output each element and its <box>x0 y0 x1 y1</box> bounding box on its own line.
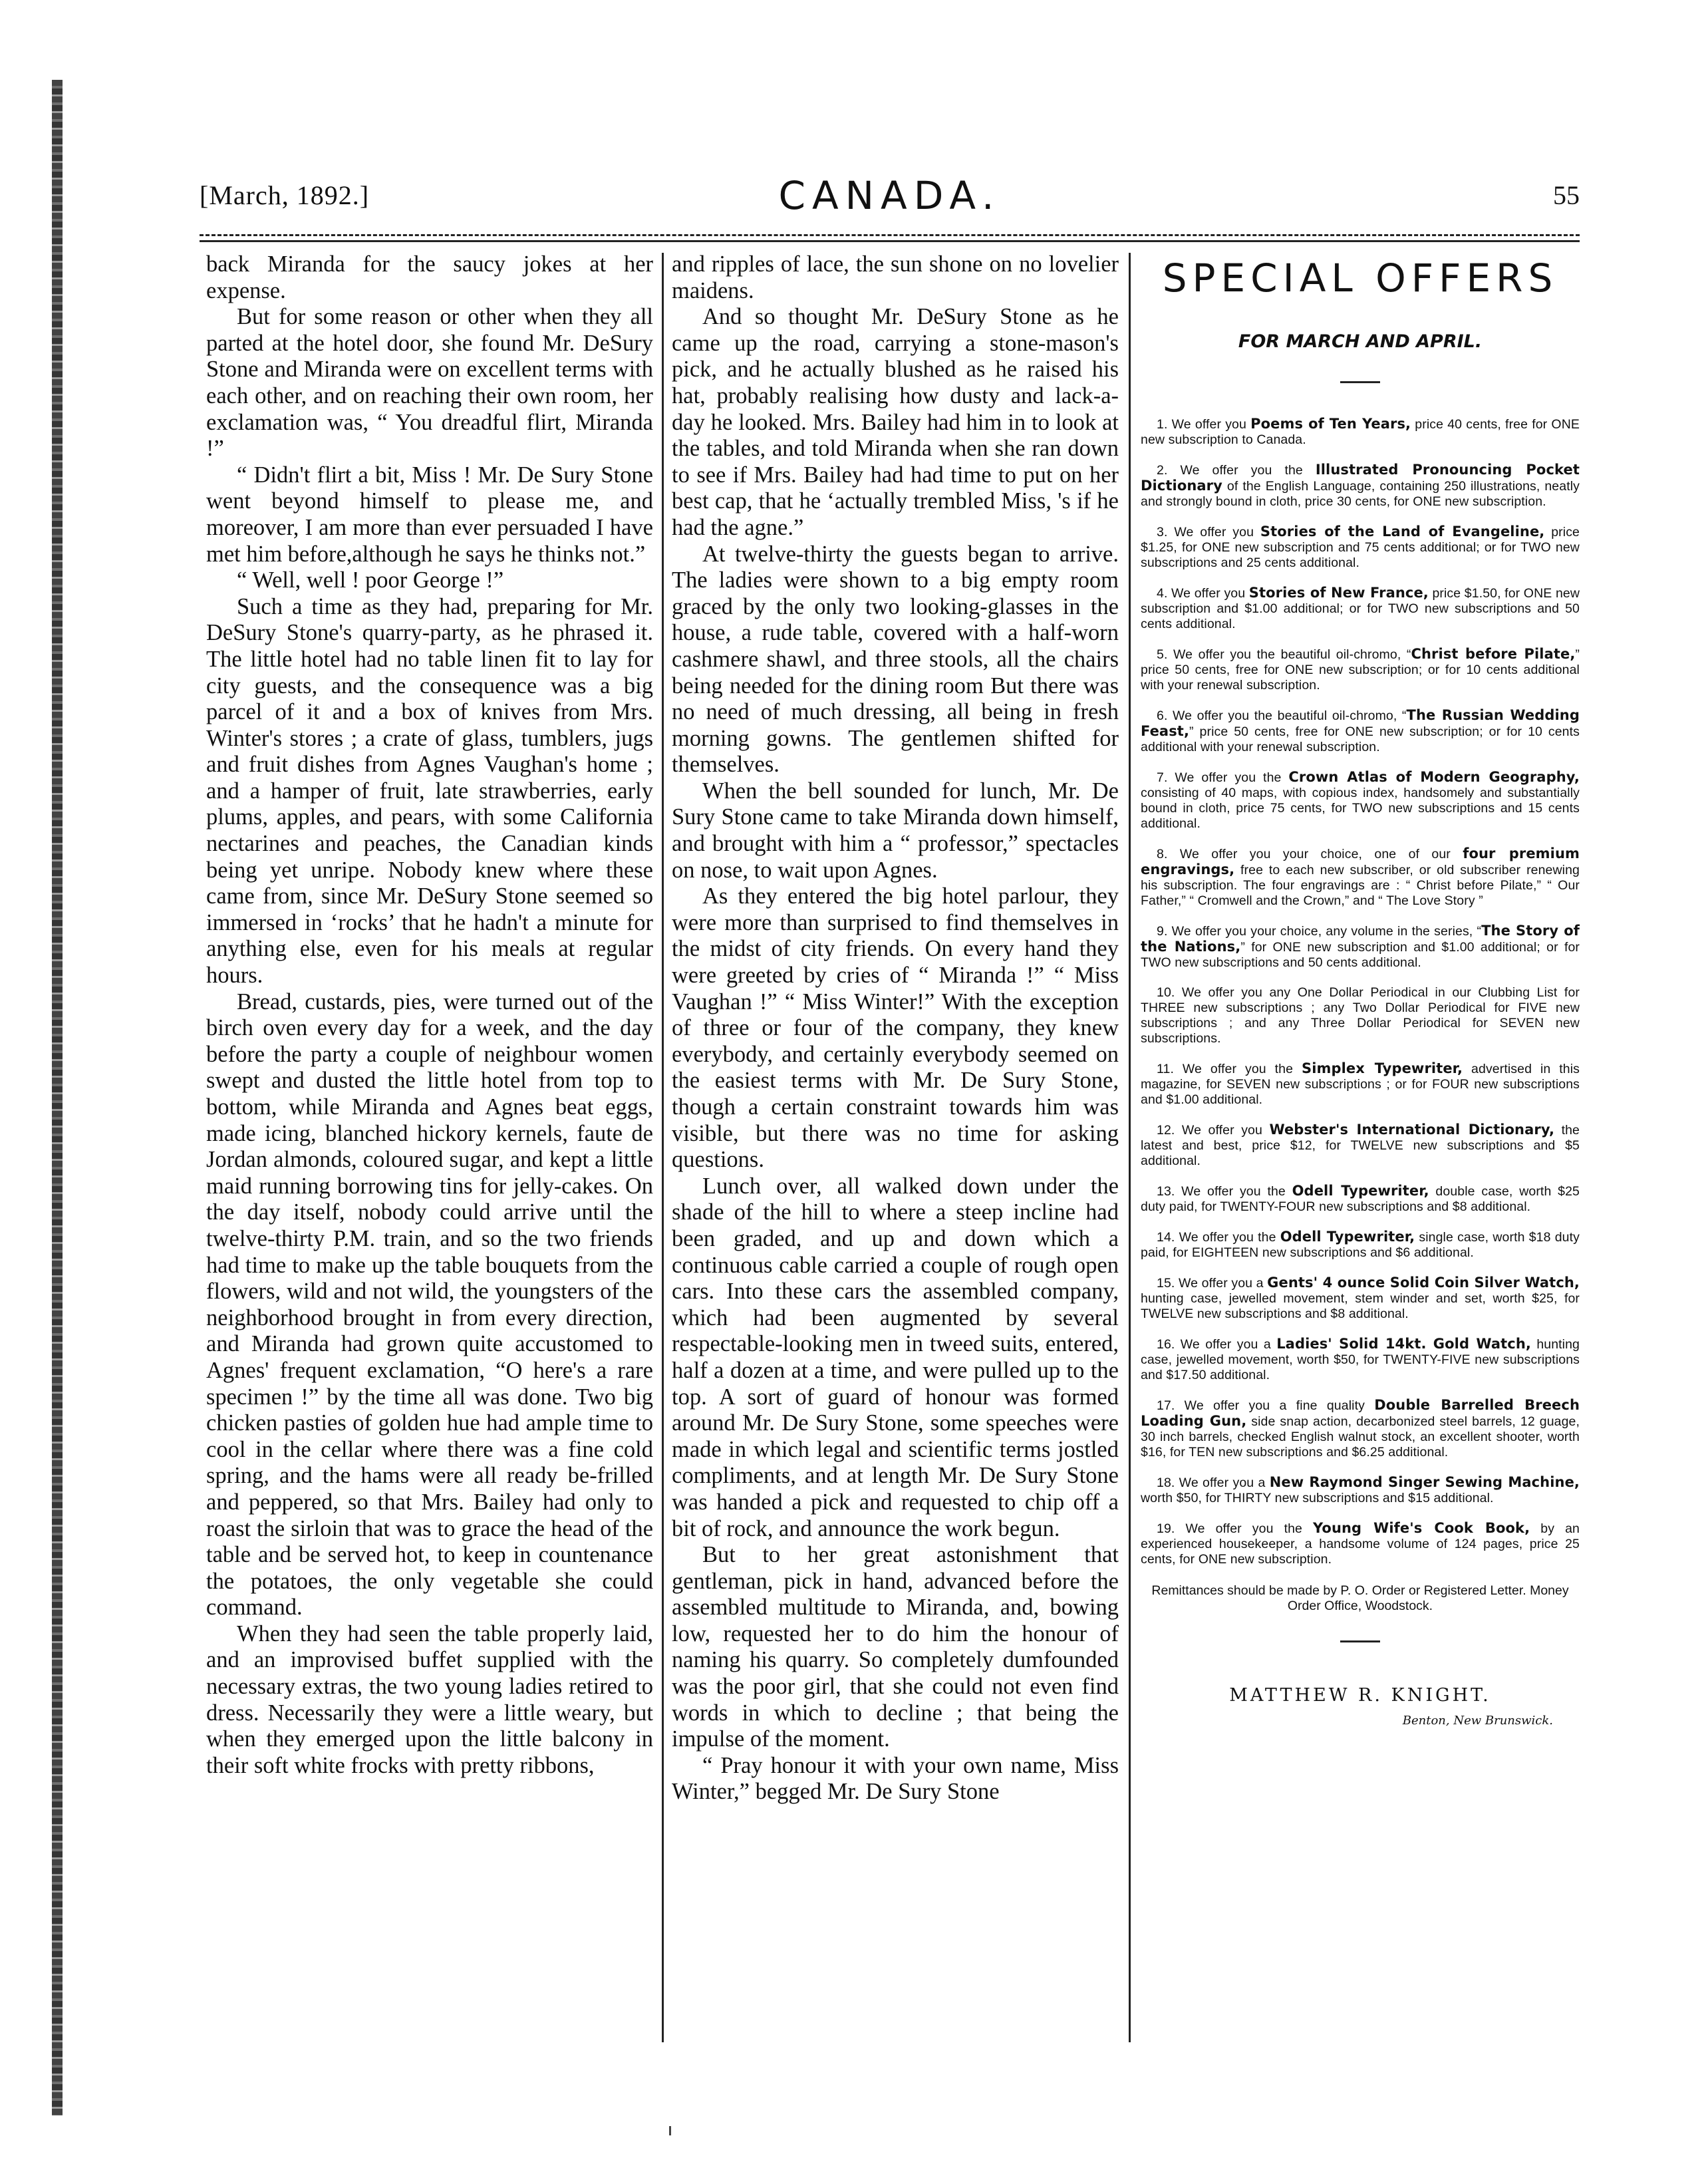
header-rule <box>200 234 1580 242</box>
paragraph: Such a time as they had, preparing for Mr. DeSury Stone's quarry-party, as he phrased it. The little hotel had no table linen fit to lay for city guests, and the consequence was a big parcel of it and a box of knives from Mrs. Winter's stores ; a crate of glass, tumblers, jugs and fruit dishes from Agnes Vaughan's home ; and a hamper of fruit, late strawberries, early plums, apples, and pears, with some California nectarines and peaches, the Canadian kinds being yet unripe. Nobody knew where these came from, since Mr. DeSury Stone seemed so immersed in ‘rocks’ that he hadn't a minute for anything else, even for his meals at regular hours. <box>206 593 653 989</box>
page-number: 55 <box>1553 180 1580 210</box>
offer-text: free to each new subscriber, or old subscriber renewing his subscription. The four engravings are : “ Christ before Pilate,” “ Our Father,” “ Cromwell and the Crown,” and “ The Love Story ” <box>1141 863 1580 908</box>
offer-text: 9. We offer you your choice, any volume in the series, “ <box>1157 924 1482 939</box>
offer-text: price $1.50, for ONE new subscription and $1.00 additional; or for TWO new subscriptions and 50 cents additional. <box>1141 586 1580 631</box>
column-divider <box>662 253 664 2042</box>
offer-item <box>1141 647 1580 693</box>
offer-text: 2. We offer you the <box>1157 463 1316 478</box>
offer-text: ” price 50 cents, free for ONE new subscription; or for 10 cents additional with your renewal subscription. <box>1141 724 1580 754</box>
offer-item <box>1141 923 1580 971</box>
offer-text: 4. We offer you <box>1157 586 1249 601</box>
masthead: CANADA. <box>778 173 1001 218</box>
page-header <box>200 173 1580 226</box>
offer-text: 17. We offer you a fine quality <box>1157 1398 1375 1413</box>
offer-item <box>1141 985 1580 1046</box>
offer-item <box>1141 416 1580 448</box>
offer-product-name: The Russian Wedding Feast, <box>1141 707 1580 739</box>
offer-product-name: New Raymond Singer Sewing Machine, <box>1269 1474 1580 1490</box>
offer-product-name: Stories of the Land of Evangeline, <box>1260 524 1545 540</box>
offer-item <box>1141 1275 1580 1322</box>
special-offers-title: SPECIAL OFFERS <box>1162 255 1558 301</box>
offer-item <box>1141 1336 1580 1383</box>
offer-text: ” price 50 cents, free for ONE new subscription; or for 10 cents additional with your renewal subscription. <box>1141 647 1580 693</box>
column-divider <box>1129 253 1131 2042</box>
offer-text: 1. We offer you <box>1157 417 1251 432</box>
offer-text: 7. We offer you the <box>1157 770 1289 785</box>
offer-product-name: Odell Typewriter, <box>1292 1183 1429 1199</box>
offer-item <box>1141 524 1580 571</box>
issue-date: [March, 1892.] <box>200 180 370 210</box>
offer-text: by an experienced housekeeper, a handsome volume of 124 pages, price 25 cents, for ONE new subscription. <box>1141 1521 1580 1567</box>
offer-product-name: The Story of the Nations, <box>1141 923 1580 955</box>
offer-text: 15. We offer you a <box>1157 1276 1268 1291</box>
offer-list <box>1141 416 1580 1567</box>
paragraph: When they had seen the table properly laid, and an improvised buffet supplied with the necessary extras, the two young ladies retired to dress. Necessarily they were a little weary, but when they emerged upon the little balcony in their soft white frocks with pretty ribbons, <box>206 1621 653 1778</box>
offer-product-name: Gents' 4 ounce Solid Coin Silver Watch, <box>1267 1275 1580 1291</box>
special-offers-subtitle: FOR MARCH AND APRIL. <box>1238 331 1483 352</box>
offer-product-name: Illustrated Pronouncing Pocket Dictionary <box>1141 462 1580 494</box>
offer-product-name: four premium engravings, <box>1141 846 1580 877</box>
paragraph: As they entered the big hotel parlour, they were more than surprised to find themselves in the midst of city friends. On every hand they were greeted by cries of “ Miranda !” “ Miss Vaughan !” “ Miss Winter!” With the exception of three or four of the company, they knew everybody, and certainly everybody seemed on the easiest terms with Mr. De Sury Stone, though a certain constraint towards him was visible, but there was no time for asking questions. <box>672 883 1119 1173</box>
offer-item <box>1141 585 1580 632</box>
offer-product-name: Poems of Ten Years, <box>1250 416 1411 432</box>
offer-product-name: Odell Typewriter, <box>1280 1229 1415 1245</box>
offer-product-name: Ladies' Solid 14kt. Gold Watch, <box>1276 1336 1531 1352</box>
offer-item <box>1141 1521 1580 1567</box>
offer-text: hunting case, jewelled movement, worth $50, for TWENTY-FIVE new subscriptions and $17.50 additional. <box>1141 1337 1580 1382</box>
article-column-1 <box>206 251 653 2041</box>
paragraph: But to her great astonishment that gentleman, pick in hand, advanced before the assembled multitude to Miranda, and, bowing low, requested her to do him the honour of naming his quarry. So completely dumfounded was the poor girl, that she could not even find words in which to decline ; that being the impulse of the moment. <box>672 1542 1119 1752</box>
print-mark <box>669 2126 671 2135</box>
offer-item <box>1141 846 1580 909</box>
offer-text: 16. We offer you a <box>1157 1337 1277 1352</box>
offer-text: 14. We offer you the <box>1157 1230 1280 1245</box>
offer-text: 11. We offer you the <box>1157 1062 1302 1076</box>
offer-product-name: Young Wife's Cook Book, <box>1313 1520 1530 1536</box>
page-binding-edge <box>52 80 63 2115</box>
article-column-2 <box>672 251 1119 2041</box>
offer-text: 8. We offer you your choice, one of our <box>1157 847 1463 861</box>
offer-product-name: Crown Atlas of Modern Geography, <box>1288 769 1580 785</box>
divider <box>1340 1640 1380 1642</box>
offer-text: hunting case, jewelled movement, stem winder and set, worth $25, for TWELVE new subscriptions and $8 additional. <box>1141 1291 1580 1321</box>
offer-item <box>1141 1122 1580 1169</box>
offer-item <box>1141 462 1580 510</box>
offer-text: single case, worth $18 duty paid, for EIGHTEEN new subscriptions and $6 additional. <box>1141 1230 1580 1260</box>
offer-text: the latest and best, price $12, for TWELVE new subscriptions and $5 additional. <box>1141 1123 1580 1168</box>
offer-item <box>1141 1475 1580 1506</box>
paragraph: When the bell sounded for lunch, Mr. De Sury Stone came to take Miranda down himself, and brought with him a “ professor,” spectacles on nose, to wait upon Agnes. <box>672 778 1119 883</box>
offer-text: side snap action, decarbonized steel barrels, 12 guage, 30 inch barrels, checked English walnut stock, an excellent shooter, worth $16, for TEN new subscriptions and $6.25 additional. <box>1141 1414 1580 1460</box>
offer-item <box>1141 708 1580 755</box>
offer-text: 13. We offer you the <box>1157 1184 1292 1199</box>
offer-item <box>1141 1398 1580 1460</box>
special-offers-panel <box>1141 251 1580 2048</box>
offer-text: consisting of 40 maps, with copious index, handsomely and substantially bound in cloth, price 75 cents, for TWO new subscriptions and 15 cents additional. <box>1141 786 1580 831</box>
offer-item <box>1141 770 1580 832</box>
paragraph: Bread, custards, pies, were turned out of the birch oven every day for a week, and the day before the party a couple of neighbour women swept and dusted the little hotel from top to bottom, while Miranda and Agnes beat eggs, made icing, blanched hickory kernels, faute de Jordan almonds, coloured sugar, and kept a little maid running borrowing tins for jelly-cakes. On the day itself, nobody could arrive until the twelve-thirty P.M. train, and so the two friends had time to make up the table bouquets from the flowers, wild and not wild, the youngsters of the neighborhood brought in from every direction, and Miranda had grown quite accustomed to Agnes' frequent exclamation, “O here's a rare specimen !” by the time all was done. Two big chicken pasties of golden hue had ample time to cool in the cellar where there was a fine cold spring, and the hams were all ready be-frilled and peppered, so that Mrs. Bailey had only to roast the sirloin that was to grace the head of the table and be served hot, to keep in countenance the potatoes, the only vegetable she could command. <box>206 989 653 1621</box>
offer-text: worth $50, for THIRTY new subscriptions and $15 additional. <box>1141 1491 1494 1505</box>
offer-item <box>1141 1061 1580 1108</box>
paragraph: “ Didn't flirt a bit, Miss ! Mr. De Sury Stone went beyond himself to please me, and moreover, I am more than ever persuaded I have met him before,although he says he thinks not.” <box>206 462 653 567</box>
paragraph: Lunch over, all walked down under the shade of the hill to where a steep incline had been graded, and up and down which a continuous cable carried a couple of rough open cars. Into these cars the assembled company, which had been augmented by several respectable-looking men in tweed suits, entered, half a dozen at a time, and were pulled up to the top. A sort of guard of honour was formed around Mr. De Sury Stone, some speeches were made in which legal and scientific terms jostled compliments, and at length Mr. De Sury Stone was handed a pick and requested to chip off a bit of rock, and announce the work begun. <box>672 1173 1119 1541</box>
paragraph: and ripples of lace, the sun shone on no lovelier maidens. <box>672 251 1119 303</box>
offer-item <box>1141 1229 1580 1261</box>
offer-text: 3. We offer you <box>1157 525 1260 540</box>
offer-text: 5. We offer you the beautiful oil-chromo, “ <box>1157 647 1411 662</box>
offer-item <box>1141 1183 1580 1215</box>
offer-text: of the English Language, containing 250 illustrations, neatly and strongly bound in cloth, price 30 cents, for ONE new subscription. <box>1141 479 1580 509</box>
offer-product-name: Webster's International Dictionary, <box>1269 1122 1555 1138</box>
offer-text: double case, worth $25 duty paid, for TWENTY-FOUR new subscriptions and $8 additional. <box>1141 1184 1580 1214</box>
offer-text: 18. We offer you a <box>1157 1475 1270 1490</box>
paragraph: “ Pray honour it with your own name, Miss Winter,” begged Mr. De Sury Stone <box>672 1752 1119 1805</box>
offer-product-name: Christ before Pilate, <box>1411 646 1576 662</box>
offer-product-name: Double Barrelled Breech Loading Gun, <box>1141 1397 1580 1429</box>
remittance-note: Remittances should be made by P. O. Order or Registered Letter. Money Order Office, Woodstock. <box>1151 1583 1569 1613</box>
paragraph: And so thought Mr. DeSury Stone as he came up the road, carrying a stone-mason's pick, and he actually blushed as he raised his hat, probably realising how dusty and lack-a-day he looked. Mrs. Bailey had him in to look at the tables, and told Miranda when she ran down to see if Mrs. Bailey had had time to put on her best cap, that he ‘actually trembled Miss, 's if he had the agne.” <box>672 304 1119 540</box>
signature-place: Benton, New Brunswick. <box>1402 1714 1553 1728</box>
offer-text: 10. We offer you any One Dollar Periodical in our Clubbing List for THREE new subscriptions ; any Two Dollar Periodical for FIVE new subscriptions ; and any Three Dollar Periodical for SEVEN new subscriptions. <box>1141 985 1580 1046</box>
offer-text: 6. We offer you the beautiful oil-chromo, “ <box>1157 708 1407 723</box>
offer-text: 12. We offer you <box>1157 1123 1270 1138</box>
signature-name: MATTHEW R. KNIGHT. <box>1229 1685 1491 1706</box>
offer-product-name: Stories of New France, <box>1248 585 1429 601</box>
offer-text: ” for ONE new subscription and $1.00 additional; or for TWO new subscriptions and 50 cents additional. <box>1141 940 1580 970</box>
offer-text: price 40 cents, free for ONE new subscription to Canada. <box>1141 417 1580 447</box>
offer-product-name: Simplex Typewriter, <box>1302 1060 1463 1076</box>
paragraph: “ Well, well ! poor George !” <box>237 567 504 593</box>
offer-text: 19. We offer you the <box>1157 1521 1314 1536</box>
offer-text: price $1.25, for ONE new subscription and 75 cents additional; or for TWO new subscriptions and 25 cents additional. <box>1141 525 1580 570</box>
offer-text: advertised in this magazine, for SEVEN new subscriptions ; or for FOUR new subscriptions and $1.00 additional. <box>1141 1062 1580 1107</box>
divider <box>1340 381 1380 383</box>
paragraph: But for some reason or other when they all parted at the hotel door, she found Mr. DeSury Stone and Miranda were on excellent terms with each other, and on reaching their own room, her exclamation was, “ You dreadful flirt, Miranda !” <box>206 304 653 462</box>
paragraph: At twelve-thirty the guests began to arrive. The ladies were shown to a big empty room graced by the only two looking-glasses in the house, a rude table, covered with a half-worn cashmere shawl, and three stools, all the chairs being needed for the dining room But there was no need of much dressing, all being in fresh morning gowns. The gentlemen shifted for themselves. <box>672 541 1119 778</box>
paragraph: back Miranda for the saucy jokes at her expense. <box>206 251 653 303</box>
